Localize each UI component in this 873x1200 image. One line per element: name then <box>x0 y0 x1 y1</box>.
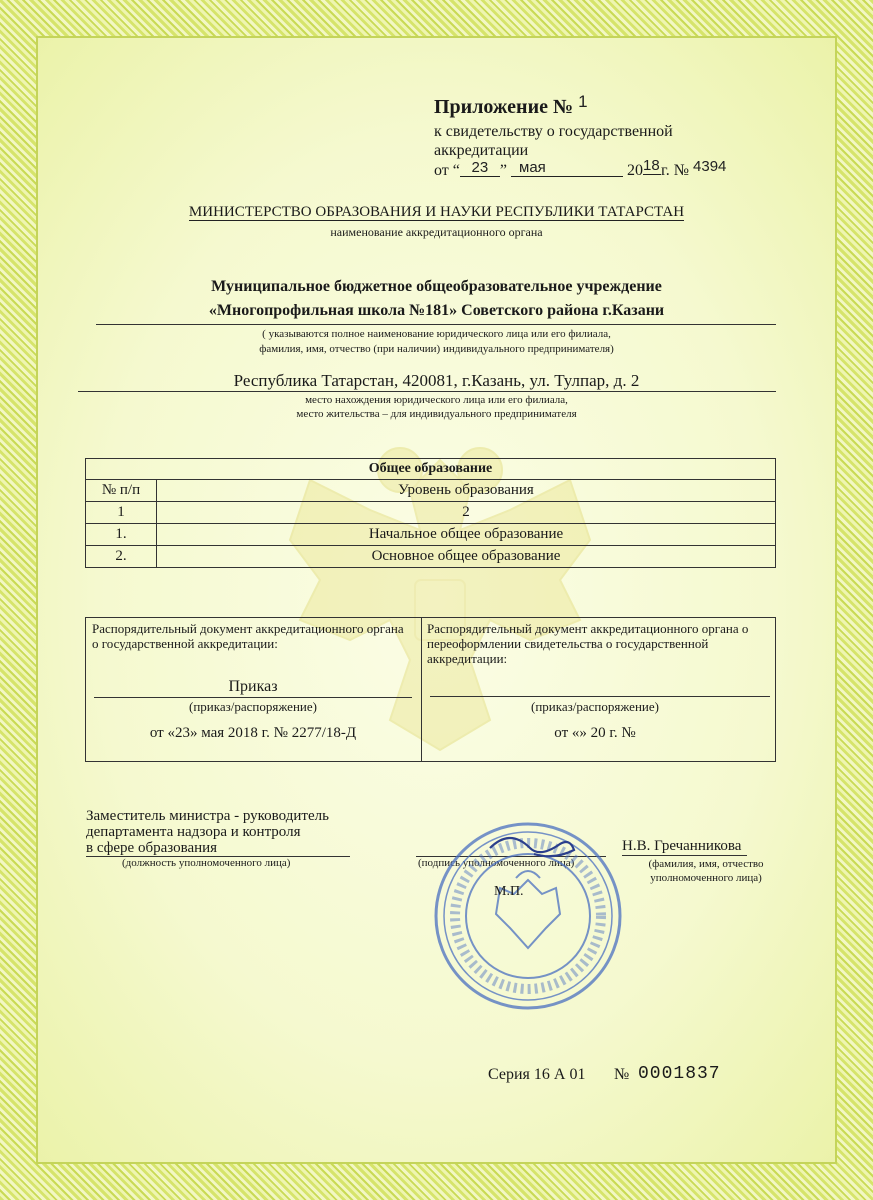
right-doc-details: от «» 20 г. № <box>554 725 636 741</box>
position-caption: (должность уполномоченного лица) <box>122 857 291 869</box>
number-label: № <box>614 1066 630 1083</box>
year-label: г. № <box>661 162 690 179</box>
column-header-number: № п/п <box>86 480 157 502</box>
right-doc-line <box>430 696 770 697</box>
subtitle-line-1: к свидетельству о государственной <box>434 123 673 140</box>
appendix-title <box>434 92 588 119</box>
org-caption-2: фамилия, имя, отчество (при наличии) индивидуального предпринимателя) <box>259 343 614 355</box>
table-row <box>86 524 776 546</box>
left-heading: Распорядительный документ аккредитационного органа о государственной аккредитации: <box>92 621 404 651</box>
table-title: Общее образование <box>86 459 776 480</box>
address-caption-1: место нахождения юридического лица или его филиала, <box>305 394 568 406</box>
signature-caption: (подпись уполномоченного лица) <box>418 857 575 869</box>
address-underline <box>78 391 776 392</box>
name-caption-1: (фамилия, имя, отчество <box>648 858 764 870</box>
authority-block <box>0 204 873 221</box>
documents-box <box>85 617 776 762</box>
org-caption-1: ( указываются полное наименование юридического лица или его филиала, <box>262 328 611 340</box>
series-label: Серия 16 А 01 <box>488 1066 586 1083</box>
cert-number: 4394 <box>693 158 727 175</box>
date-day: 23 <box>460 159 500 177</box>
org-underline <box>96 324 776 325</box>
table-row <box>86 546 776 568</box>
stamp-place: М.П. <box>494 884 524 899</box>
document-right <box>422 618 775 761</box>
signatory-position <box>86 808 329 856</box>
row-level: Начальное общее образование <box>157 524 776 546</box>
official-stamp-icon <box>430 818 626 1014</box>
year-suffix: 18 <box>643 157 660 174</box>
serial-number: 0001837 <box>638 1064 721 1084</box>
address-caption <box>0 393 873 421</box>
date-prefix: от “ <box>434 162 460 179</box>
row-number: 2. <box>86 546 157 568</box>
name-caption-2: уполномоченного лица) <box>650 872 762 884</box>
name-caption <box>636 857 776 885</box>
row-level: Основное общее образование <box>157 546 776 568</box>
authority-name: МИНИСТЕРСТВО ОБРАЗОВАНИЯ И НАУКИ РЕСПУБЛИКИ ТАТАРСТАН <box>188 204 685 220</box>
appendix-title-text: Приложение № <box>434 96 574 118</box>
index-cell: 1 <box>86 502 157 524</box>
left-caption: (приказ/распоряжение) <box>189 699 317 714</box>
date-month: мая <box>511 159 623 177</box>
right-caption: (приказ/распоряжение) <box>531 699 659 714</box>
signatory-name: Н.В. Гречанникова <box>622 838 747 856</box>
right-heading: Распорядительный документ аккредитационного органа о переоформлении свидетельства о государственной аккредитации: <box>427 621 749 666</box>
position-line-1: Заместитель министра - руководитель <box>86 808 329 824</box>
column-header-level: Уровень образования <box>157 480 776 502</box>
subtitle-line-2: аккредитации <box>434 142 529 159</box>
row-number: 1. <box>86 524 157 546</box>
position-line-2: департамента надзора и контроля <box>86 824 301 840</box>
position-line-3: в сфере образования <box>86 840 218 856</box>
document-left <box>86 618 421 761</box>
left-doc-details: от «23» мая 2018 г. № 2277/18-Д <box>149 725 357 741</box>
organization-name <box>0 275 873 323</box>
address-caption-2: место жительства – для индивидуального предпринимателя <box>296 408 577 420</box>
education-table <box>85 458 776 568</box>
org-line-2: «Многопрофильная школа №181» Советского района г.Казани <box>208 302 665 319</box>
index-cell: 2 <box>157 502 776 524</box>
address-value: Республика Татарстан, 420081, г.Казань, ул. Тулпар, д. 2 <box>233 371 640 390</box>
appendix-date <box>434 157 727 180</box>
authority-caption: наименование аккредитационного органа <box>330 225 543 239</box>
organization-caption <box>0 327 873 357</box>
appendix-subtitle <box>434 122 673 160</box>
appendix-number: 1 <box>578 92 588 111</box>
date-quote: ” <box>499 162 507 179</box>
org-line-1: Муниципальное бюджетное общеобразовательное учреждение <box>211 278 662 295</box>
year-prefix: 20 <box>627 162 643 179</box>
left-doc-type: Приказ <box>94 678 412 698</box>
